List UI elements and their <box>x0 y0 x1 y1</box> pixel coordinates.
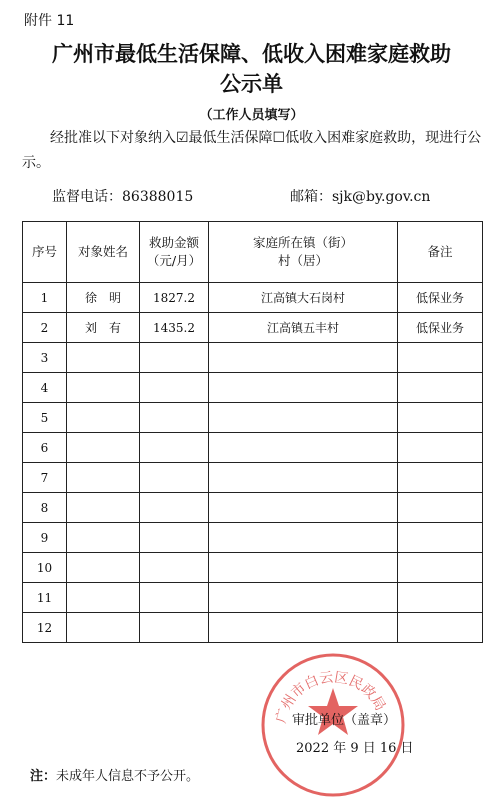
cell-name <box>67 463 140 493</box>
cell-address <box>209 553 398 583</box>
cell-name <box>67 343 140 373</box>
cell-seq: 7 <box>23 463 67 493</box>
name-redacted-char <box>97 291 109 305</box>
cell-seq: 12 <box>23 613 67 643</box>
cell-name <box>67 313 140 343</box>
cell-seq: 9 <box>23 523 67 553</box>
cell-amount <box>140 343 209 373</box>
cell-address <box>209 523 398 553</box>
cell-name <box>67 583 140 613</box>
footnote-label: 注： <box>30 769 57 784</box>
cell-address <box>209 583 398 613</box>
table-row <box>23 403 483 433</box>
footnote-text: 未成年人信息不予公开。 <box>56 769 200 784</box>
cell-seq: 8 <box>23 493 67 523</box>
cell-seq: 10 <box>23 553 67 583</box>
cell-note <box>398 583 483 613</box>
table-row <box>23 463 483 493</box>
cell-amount: 1435.2 <box>140 313 209 343</box>
recipient-table <box>22 221 483 643</box>
cell-name <box>67 373 140 403</box>
cell-name <box>67 493 140 523</box>
name-last-char: 有 <box>109 321 122 335</box>
cell-seq: 3 <box>23 343 67 373</box>
header-amount-line1: 救助金额 <box>148 235 199 250</box>
cell-name <box>67 523 140 553</box>
cell-address <box>209 493 398 523</box>
cell-note: 低保业务 <box>398 313 483 343</box>
header-address <box>209 222 398 283</box>
name-last-char: 明 <box>109 291 122 305</box>
table-header-row <box>23 222 483 283</box>
cell-amount <box>140 523 209 553</box>
cell-amount <box>140 463 209 493</box>
cell-address <box>209 373 398 403</box>
table-row <box>23 313 483 343</box>
approver-label: 审批单位（盖章） <box>292 713 397 728</box>
cell-seq: 11 <box>23 583 67 613</box>
header-amount-line2: （元/月） <box>146 253 202 268</box>
header-note: 备注 <box>398 222 483 283</box>
cell-amount <box>140 583 209 613</box>
seal-text-path: 广州市白云区民政局 <box>273 669 389 725</box>
table-row <box>23 583 483 613</box>
table-row <box>23 373 483 403</box>
cell-seq: 4 <box>23 373 67 403</box>
cell-amount <box>140 553 209 583</box>
header-name: 对象姓名 <box>67 222 140 283</box>
cell-name <box>67 613 140 643</box>
table-row <box>23 343 483 373</box>
footnote <box>30 765 199 784</box>
cell-name <box>67 403 140 433</box>
table-row <box>23 613 483 643</box>
cell-address <box>209 343 398 373</box>
attachment-label: 附件 11 <box>24 13 75 29</box>
header-seq: 序号 <box>23 222 67 283</box>
cell-amount <box>140 493 209 523</box>
supervision-phone <box>52 186 193 206</box>
cell-note <box>398 493 483 523</box>
table-row <box>23 523 483 553</box>
table-row <box>23 283 483 313</box>
cell-amount: 1827.2 <box>140 283 209 313</box>
cell-seq: 6 <box>23 433 67 463</box>
email-address: sjk@by.gov.cn <box>332 189 431 205</box>
phone-number: 86388015 <box>122 189 194 205</box>
name-first-char: 刘 <box>84 321 97 335</box>
cell-note <box>398 553 483 583</box>
cell-amount <box>140 613 209 643</box>
header-address-line2: 村（居） <box>277 253 328 268</box>
email-label: 邮箱： <box>290 189 332 205</box>
cell-note <box>398 433 483 463</box>
table-row <box>23 553 483 583</box>
header-amount <box>140 222 209 283</box>
document-subtitle: （工作人员填写） <box>199 108 304 123</box>
cell-note <box>398 343 483 373</box>
table-row <box>23 433 483 463</box>
cell-address <box>209 403 398 433</box>
name-redacted-char <box>97 321 109 335</box>
document-title: 广州市最低生活保障、低收入困难家庭救助 <box>52 42 451 66</box>
cell-amount <box>140 433 209 463</box>
cell-address <box>209 463 398 493</box>
cell-name <box>67 283 140 313</box>
cell-note <box>398 523 483 553</box>
cell-name <box>67 553 140 583</box>
approval-date: 2022 年 9 日 16 日 <box>296 741 414 756</box>
document-title-line2: 公示单 <box>220 72 283 96</box>
phone-label: 监督电话： <box>52 189 122 205</box>
intro-paragraph: 经批准以下对象纳入☑最低生活保障☐低收入困难家庭救助，现进行公示。 <box>22 130 482 171</box>
cell-note <box>398 373 483 403</box>
cell-seq: 2 <box>23 313 67 343</box>
cell-amount <box>140 403 209 433</box>
cell-amount <box>140 373 209 403</box>
cell-note <box>398 463 483 493</box>
header-address-line1: 家庭所在镇（街） <box>252 235 353 250</box>
cell-name <box>67 433 140 463</box>
name-first-char: 徐 <box>84 291 97 305</box>
cell-address: 江高镇五丰村 <box>209 313 398 343</box>
cell-seq: 5 <box>23 403 67 433</box>
cell-note: 低保业务 <box>398 283 483 313</box>
supervision-email <box>290 186 430 206</box>
cell-address <box>209 613 398 643</box>
cell-address <box>209 433 398 463</box>
table-row <box>23 493 483 523</box>
cell-seq: 1 <box>23 283 67 313</box>
cell-address: 江高镇大石岗村 <box>209 283 398 313</box>
cell-note <box>398 613 483 643</box>
cell-note <box>398 403 483 433</box>
